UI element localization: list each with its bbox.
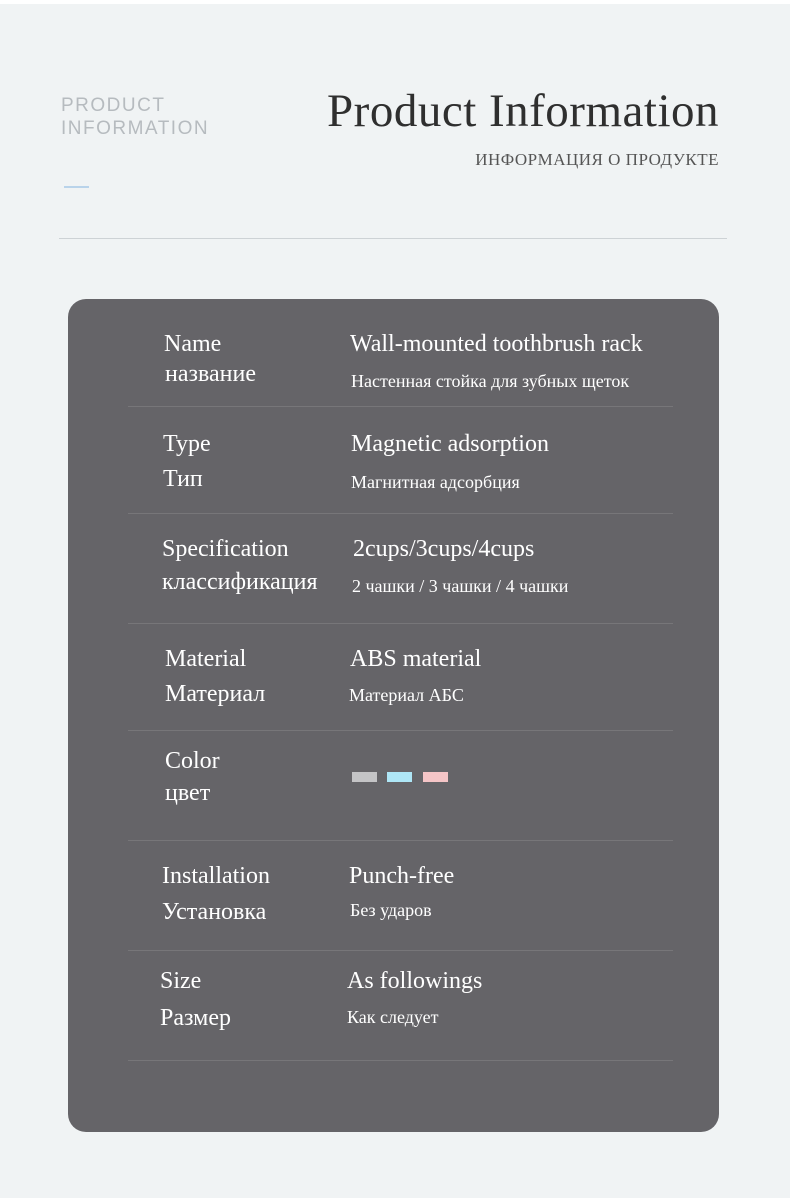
info-row-installation <box>128 840 673 951</box>
page-title: Product Information <box>327 85 719 137</box>
value-en: As followings <box>347 968 483 994</box>
label-ru: Размер <box>160 1005 231 1031</box>
value-en: ABS material <box>350 646 482 672</box>
label-en: Material <box>165 646 247 672</box>
page-subtitle: ИНФОРМАЦИЯ О ПРОДУКТЕ <box>475 150 719 169</box>
info-card <box>68 299 719 1132</box>
color-swatches <box>352 772 472 782</box>
info-row-type <box>128 406 673 514</box>
label-ru: Тип <box>163 466 203 492</box>
value-ru: Настенная стойка для зубных щеток <box>351 371 630 391</box>
value-ru: Без ударов <box>350 900 432 920</box>
value-ru: Магнитная адсорбция <box>351 472 520 492</box>
info-row-material <box>128 623 673 731</box>
label-ru: цвет <box>165 780 211 806</box>
value-ru: Материал АБС <box>349 685 464 705</box>
label-ru: классификация <box>162 569 318 595</box>
label-en: Name <box>164 331 222 357</box>
value-en: Punch-free <box>349 863 455 889</box>
label-en: Size <box>160 968 202 994</box>
value-en: Magnetic adsorption <box>351 431 549 457</box>
label-ru: название <box>165 361 256 387</box>
page-background <box>0 4 790 1198</box>
label-en: Color <box>165 748 220 774</box>
label-ru: Материал <box>165 681 266 707</box>
header-divider <box>59 238 727 239</box>
accent-bar <box>64 186 89 188</box>
value-ru: 2 чашки / 3 чашки / 4 чашки <box>352 576 569 596</box>
label-en: Specification <box>162 536 289 562</box>
info-row-name <box>128 299 673 407</box>
side-title <box>61 94 209 140</box>
label-en: Type <box>163 431 211 457</box>
color-swatch-gray[interactable] <box>352 772 377 782</box>
label-ru: Установка <box>162 899 267 925</box>
label-en: Installation <box>162 863 270 889</box>
info-row-specification <box>128 513 673 624</box>
color-swatch-pink[interactable] <box>423 772 448 782</box>
info-row-size <box>128 950 673 1061</box>
value-ru: Как следует <box>347 1007 439 1027</box>
info-row-color <box>128 730 673 841</box>
value-en: Wall-mounted toothbrush rack <box>350 331 643 357</box>
color-swatch-blue[interactable] <box>387 772 412 782</box>
side-title-line1: PRODUCT <box>61 95 166 116</box>
side-title-line2: INFORMATION <box>61 118 210 139</box>
value-en: 2cups/3cups/4cups <box>353 536 535 562</box>
